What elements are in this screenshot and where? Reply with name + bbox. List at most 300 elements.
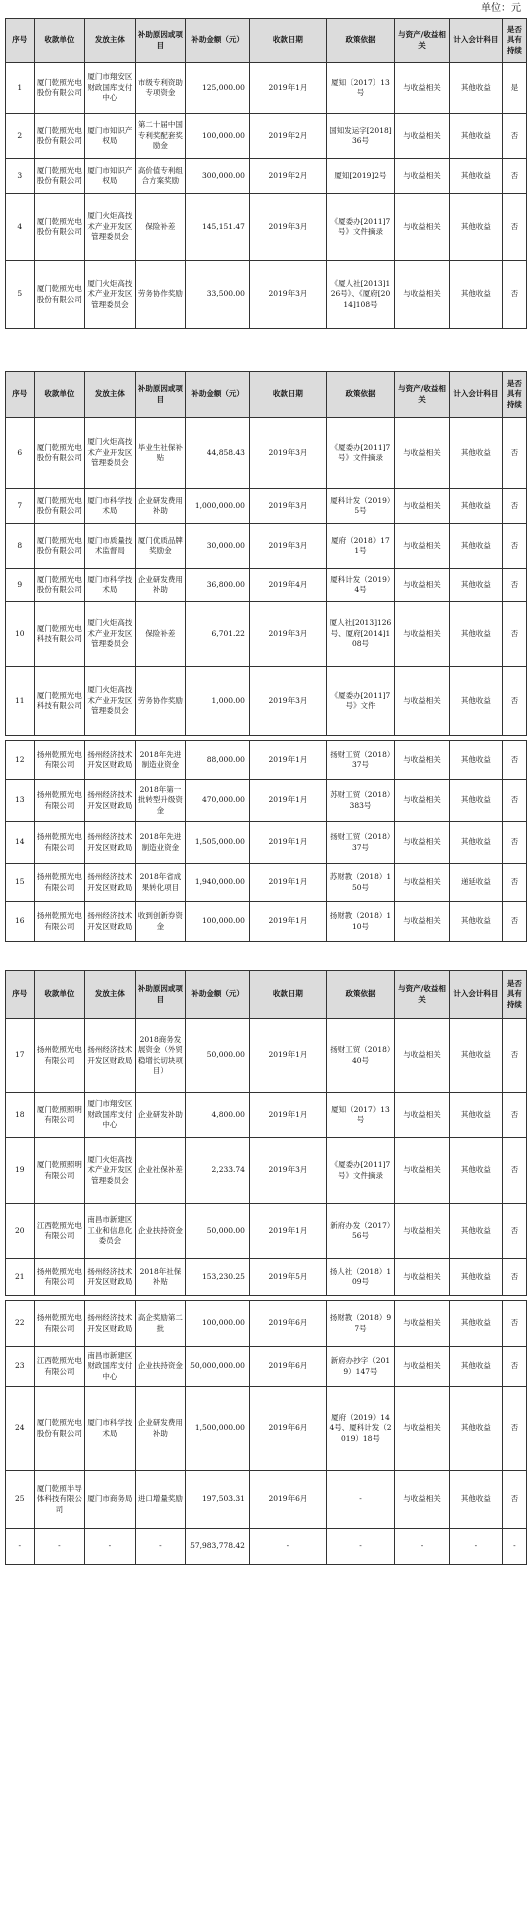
table-cell: 2019年3月 [249, 1138, 326, 1204]
table-cell: 厦门火炬高技术产业开发区管理委员会 [85, 418, 136, 489]
table-cell: 与收益相关 [395, 780, 450, 822]
table-cell: 2018年社保补贴 [135, 1259, 186, 1296]
table-cell: 江西乾照光电有限公司 [34, 1204, 85, 1259]
table-cell: 厦门市翔安区财政国库支付中心 [85, 1093, 136, 1138]
table-cell: 南昌市新建区财政国库支付中心 [85, 1347, 136, 1387]
column-header: 补助原因或项目 [135, 372, 186, 418]
table-cell: 24 [6, 1387, 35, 1471]
table-cell: 其他收益 [449, 1387, 502, 1471]
table-cell: 其他收益 [449, 1138, 502, 1204]
table-cell: 2019年6月 [249, 1301, 326, 1347]
table-cell: 与收益相关 [395, 489, 450, 524]
table-cell: 扬州经济技术开发区财政局 [85, 1301, 136, 1347]
table-cell: 4 [6, 194, 35, 261]
table-cell: 125,000.00 [186, 63, 250, 114]
column-header: 收款日期 [249, 372, 326, 418]
column-header: 收款单位 [34, 372, 85, 418]
table-cell: 其他收益 [449, 418, 502, 489]
table-cell: 厦门市科学技术局 [85, 489, 136, 524]
table-cell: 2019年3月 [249, 489, 326, 524]
table-cell: 否 [502, 1301, 526, 1347]
column-header: 收款日期 [249, 971, 326, 1019]
table-cell: 21 [6, 1259, 35, 1296]
table-cell: 其他收益 [449, 159, 502, 194]
table-cell: 其他收益 [449, 569, 502, 602]
column-header: 序号 [6, 19, 35, 63]
table-cell: 国知发运字[2018]36号 [326, 114, 394, 159]
table-cell: 与收益相关 [395, 261, 450, 329]
table-cell: 厦门乾照半导体科技有限公司 [34, 1471, 85, 1529]
table-cell: 企业研发补助 [135, 1093, 186, 1138]
table-cell: 否 [502, 1138, 526, 1204]
table-cell: 其他收益 [449, 1471, 502, 1529]
table-cell: 2019年1月 [249, 864, 326, 902]
column-header: 发放主体 [85, 971, 136, 1019]
table-cell: 厦门乾照光电股份有限公司 [34, 63, 85, 114]
table-cell: 其他收益 [449, 194, 502, 261]
table-cell: 进口增量奖励 [135, 1471, 186, 1529]
table-cell: 2019年3月 [249, 261, 326, 329]
table-row [6, 1019, 527, 1093]
subsidy-table-segment [5, 740, 527, 942]
table-row [6, 569, 527, 602]
table-cell: 否 [502, 1019, 526, 1093]
table-cell: 收到创新券资金 [135, 902, 186, 942]
table-cell: 19 [6, 1138, 35, 1204]
column-header: 与资产/收益相关 [395, 372, 450, 418]
table-cell: 厦人社[2013]126号、厦府[2014]108号 [326, 602, 394, 667]
column-header: 补助金额（元） [186, 19, 250, 63]
table-cell: 2019年1月 [249, 63, 326, 114]
table-cell: 否 [502, 194, 526, 261]
table-cell: 与收益相关 [395, 1138, 450, 1204]
table-cell: 否 [502, 1387, 526, 1471]
table-cell: 扬州乾照光电有限公司 [34, 822, 85, 864]
column-header: 是否具有持续 [502, 372, 526, 418]
table-cell: 是 [502, 63, 526, 114]
table-cell: 300,000.00 [186, 159, 250, 194]
table-cell: 市级专利资助专项资金 [135, 63, 186, 114]
table-cell: 《厦人社[2013]126号》、《厦府[2014]108号 [326, 261, 394, 329]
table-cell: 扬财教（2018）110号 [326, 902, 394, 942]
table-cell: 17 [6, 1019, 35, 1093]
table-cell: 厦府（2019）144号、厦科计发（2019）18号 [326, 1387, 394, 1471]
table-cell: 毕业生社保补贴 [135, 418, 186, 489]
table-cell: 与收益相关 [395, 602, 450, 667]
table-cell: 与收益相关 [395, 159, 450, 194]
table-cell: 153,230.25 [186, 1259, 250, 1296]
table-cell: 与收益相关 [395, 1259, 450, 1296]
table-cell: 与收益相关 [395, 667, 450, 736]
table-cell: - [34, 1529, 85, 1565]
table-header-row [6, 19, 527, 63]
table-row [6, 780, 527, 822]
table-cell: 与收益相关 [395, 524, 450, 569]
table-cell: 与收益相关 [395, 1093, 450, 1138]
column-header: 计入会计科目 [449, 971, 502, 1019]
table-cell: 1 [6, 63, 35, 114]
table-cell: 其他收益 [449, 63, 502, 114]
table-cell: 否 [502, 489, 526, 524]
table-cell: 厦门乾照光电科技有限公司 [34, 602, 85, 667]
table-cell: 厦门火炬高技术产业开发区管理委员会 [85, 261, 136, 329]
table-cell: 2019年3月 [249, 602, 326, 667]
table-cell: 其他收益 [449, 1301, 502, 1347]
table-cell: 厦府（2018）171号 [326, 524, 394, 569]
table-cell: 厦门乾照光电股份有限公司 [34, 194, 85, 261]
table-cell: 1,940,000.00 [186, 864, 250, 902]
table-cell: 6,701.22 [186, 602, 250, 667]
table-cell: 9 [6, 569, 35, 602]
table-cell: 否 [502, 159, 526, 194]
table-row [6, 524, 527, 569]
table-cell: 扬州经济技术开发区财政局 [85, 741, 136, 780]
table-row [6, 63, 527, 114]
table-row [6, 1301, 527, 1347]
table-cell: 其他收益 [449, 489, 502, 524]
table-cell: 470,000.00 [186, 780, 250, 822]
table-cell: - [326, 1529, 394, 1565]
table-row [6, 864, 527, 902]
table-cell: 其他收益 [449, 1204, 502, 1259]
table-cell: 否 [502, 780, 526, 822]
table-cell: 2019年6月 [249, 1347, 326, 1387]
table-cell: 否 [502, 1204, 526, 1259]
column-header: 政策依据 [326, 971, 394, 1019]
table-cell: 2019年3月 [249, 418, 326, 489]
table-cell: 33,500.00 [186, 261, 250, 329]
table-cell: 厦门乾照光电股份有限公司 [34, 114, 85, 159]
table-cell: 其他收益 [449, 261, 502, 329]
subsidy-table-segment [5, 1300, 527, 1565]
table-cell: 扬州经济技术开发区财政局 [85, 822, 136, 864]
table-cell: 2019年3月 [249, 667, 326, 736]
table-cell: 扬州经济技术开发区财政局 [85, 780, 136, 822]
table-cell: 30,000.00 [186, 524, 250, 569]
table-cell: 扬州经济技术开发区财政局 [85, 1019, 136, 1093]
table-cell: - [449, 1529, 502, 1565]
table-cell: 否 [502, 261, 526, 329]
column-header: 收款日期 [249, 19, 326, 63]
table-cell: 扬财教（2018）97号 [326, 1301, 394, 1347]
table-header-row [6, 372, 527, 418]
table-cell: - [135, 1529, 186, 1565]
table-cell: 100,000.00 [186, 1301, 250, 1347]
table-row [6, 489, 527, 524]
table-cell: 其他收益 [449, 1347, 502, 1387]
table-cell: 否 [502, 1471, 526, 1529]
table-row [6, 1529, 527, 1565]
table-cell: 50,000,000.00 [186, 1347, 250, 1387]
table-cell: - [502, 1529, 526, 1565]
table-cell: - [6, 1529, 35, 1565]
table-cell: 100,000.00 [186, 114, 250, 159]
table-cell: 厦门火炬高技术产业开发区管理委员会 [85, 667, 136, 736]
table-row [6, 114, 527, 159]
table-row [6, 1259, 527, 1296]
table-cell: 厦科计发（2019）4号 [326, 569, 394, 602]
table-cell: 企业研发费用补助 [135, 1387, 186, 1471]
table-cell: 与收益相关 [395, 1387, 450, 1471]
table-cell: 第二十届中国专利奖配套奖励金 [135, 114, 186, 159]
subsidy-table-segment [5, 18, 527, 329]
table-row [6, 1387, 527, 1471]
table-header-row [6, 971, 527, 1019]
table-cell: 与收益相关 [395, 569, 450, 602]
table-cell: 企业社保补差 [135, 1138, 186, 1204]
table-row [6, 1471, 527, 1529]
table-cell: 其他收益 [449, 1093, 502, 1138]
table-cell: 2019年6月 [249, 1387, 326, 1471]
table-cell: 苏财工贸（2018）383号 [326, 780, 394, 822]
table-cell: 厦门乾照光电股份有限公司 [34, 261, 85, 329]
table-cell: 与收益相关 [395, 864, 450, 902]
column-header: 收款单位 [34, 971, 85, 1019]
table-cell: 劳务协作奖励 [135, 261, 186, 329]
table-cell: 厦门市商务局 [85, 1471, 136, 1529]
table-cell: 2019年3月 [249, 524, 326, 569]
table-cell: 3 [6, 159, 35, 194]
table-cell: 2019年1月 [249, 902, 326, 942]
table-cell: 厦门乾照照明有限公司 [34, 1138, 85, 1204]
table-cell: 50,000.00 [186, 1204, 250, 1259]
table-cell: 保险补差 [135, 602, 186, 667]
column-header: 与资产/收益相关 [395, 19, 450, 63]
table-cell: 扬州乾照光电有限公司 [34, 1019, 85, 1093]
table-cell: 15 [6, 864, 35, 902]
table-cell: 与收益相关 [395, 418, 450, 489]
table-cell: 其他收益 [449, 524, 502, 569]
table-cell: 其他收益 [449, 1259, 502, 1296]
table-cell: 否 [502, 524, 526, 569]
column-header: 计入会计科目 [449, 372, 502, 418]
table-cell: 2019年2月 [249, 114, 326, 159]
table-cell: 2019年1月 [249, 780, 326, 822]
table-cell: 23 [6, 1347, 35, 1387]
table-cell: 其他收益 [449, 780, 502, 822]
table-cell: 江西乾照光电有限公司 [34, 1347, 85, 1387]
table-cell: 保险补差 [135, 194, 186, 261]
table-cell: 1,000,000.00 [186, 489, 250, 524]
table-cell: - [85, 1529, 136, 1565]
table-row [6, 667, 527, 736]
table-row [6, 159, 527, 194]
table-cell: 否 [502, 667, 526, 736]
table-cell: 4,800.00 [186, 1093, 250, 1138]
table-cell: 厦门市科学技术局 [85, 1387, 136, 1471]
table-cell: 其他收益 [449, 602, 502, 667]
table-cell: 与收益相关 [395, 741, 450, 780]
table-cell: 否 [502, 418, 526, 489]
table-cell: 与收益相关 [395, 63, 450, 114]
table-cell: 扬州乾照光电有限公司 [34, 864, 85, 902]
table-cell: 与收益相关 [395, 1204, 450, 1259]
table-cell: 扬州经济技术开发区财政局 [85, 864, 136, 902]
table-cell: 《厦委办[2011]7号》文件摘录 [326, 194, 394, 261]
table-cell: 100,000.00 [186, 902, 250, 942]
table-cell: 5 [6, 261, 35, 329]
table-row [6, 1138, 527, 1204]
table-cell: 厦门乾照照明有限公司 [34, 1093, 85, 1138]
table-row [6, 1204, 527, 1259]
table-row [6, 902, 527, 942]
column-header: 补助金额（元） [186, 372, 250, 418]
table-cell: 否 [502, 1093, 526, 1138]
table-cell: 2018年先进制造业资金 [135, 822, 186, 864]
table-cell: 2019年1月 [249, 741, 326, 780]
table-cell: 197,503.31 [186, 1471, 250, 1529]
column-header: 收款单位 [34, 19, 85, 63]
table-cell: 扬州乾照光电有限公司 [34, 1301, 85, 1347]
subsidy-table-segment [5, 371, 527, 736]
table-cell: 25 [6, 1471, 35, 1529]
table-cell: 2018年先进制造业资金 [135, 741, 186, 780]
table-cell: 扬财工贸（2018）40号 [326, 1019, 394, 1093]
column-header: 补助原因或项目 [135, 971, 186, 1019]
table-cell: 2019年1月 [249, 1204, 326, 1259]
column-header: 政策依据 [326, 372, 394, 418]
table-cell: 88,000.00 [186, 741, 250, 780]
table-cell: 扬财工贸（2018）37号 [326, 741, 394, 780]
table-cell: 否 [502, 1259, 526, 1296]
table-cell: 6 [6, 418, 35, 489]
table-cell: 否 [502, 864, 526, 902]
table-cell: 厦门乾照光电股份有限公司 [34, 159, 85, 194]
column-header: 与资产/收益相关 [395, 971, 450, 1019]
table-cell: 22 [6, 1301, 35, 1347]
column-header: 序号 [6, 372, 35, 418]
column-header: 是否具有持续 [502, 971, 526, 1019]
table-cell: 其他收益 [449, 822, 502, 864]
table-cell: 12 [6, 741, 35, 780]
table-cell: - [249, 1529, 326, 1565]
table-cell: 2019年3月 [249, 194, 326, 261]
table-cell: 递延收益 [449, 864, 502, 902]
table-cell: 厦门优质品牌奖励金 [135, 524, 186, 569]
table-cell: 11 [6, 667, 35, 736]
table-cell: 扬州乾照光电有限公司 [34, 741, 85, 780]
table-cell: 《厦委办[2011]7号》文件摘录 [326, 418, 394, 489]
table-cell: 厦门市科学技术局 [85, 569, 136, 602]
table-cell: 厦门乾照光电股份有限公司 [34, 1387, 85, 1471]
table-cell: 与收益相关 [395, 1019, 450, 1093]
table-cell: 扬州乾照光电有限公司 [34, 1259, 85, 1296]
table-cell: 新府办抄字（2019）147号 [326, 1347, 394, 1387]
table-cell: 7 [6, 489, 35, 524]
subsidy-table-segment [5, 970, 527, 1296]
table-cell: 1,500,000.00 [186, 1387, 250, 1471]
table-cell: 其他收益 [449, 114, 502, 159]
table-cell: 13 [6, 780, 35, 822]
table-cell: 厦知（2017）13号 [326, 1093, 394, 1138]
table-cell: 2019年6月 [249, 1471, 326, 1529]
table-cell: 《厦委办[2011]7号》文件摘录 [326, 1138, 394, 1204]
table-cell: 18 [6, 1093, 35, 1138]
table-cell: 2018商务发展资金（外贸稳增长切块项目） [135, 1019, 186, 1093]
column-header: 发放主体 [85, 19, 136, 63]
table-cell: 36,800.00 [186, 569, 250, 602]
table-cell: 扬州乾照光电有限公司 [34, 780, 85, 822]
table-row [6, 1347, 527, 1387]
table-cell: 厦门市知识产权局 [85, 114, 136, 159]
table-row [6, 261, 527, 329]
table-cell: 扬州乾照光电有限公司 [34, 902, 85, 942]
table-cell: 《厦委办[2011]7号》文件 [326, 667, 394, 736]
table-cell: 南昌市新建区工业和信息化委员会 [85, 1204, 136, 1259]
table-cell: 否 [502, 822, 526, 864]
table-row [6, 741, 527, 780]
table-cell: 2019年1月 [249, 1093, 326, 1138]
table-cell: 与收益相关 [395, 114, 450, 159]
table-cell: 其他收益 [449, 1019, 502, 1093]
table-cell: 与收益相关 [395, 1471, 450, 1529]
table-cell: 否 [502, 602, 526, 667]
table-cell: 扬州经济技术开发区财政局 [85, 1259, 136, 1296]
table-cell: 2019年4月 [249, 569, 326, 602]
column-header: 补助原因或项目 [135, 19, 186, 63]
table-cell: 厦门乾照光电股份有限公司 [34, 418, 85, 489]
table-cell: 否 [502, 1347, 526, 1387]
table-cell: 2 [6, 114, 35, 159]
table-cell: 与收益相关 [395, 1301, 450, 1347]
table-cell: 8 [6, 524, 35, 569]
table-row [6, 822, 527, 864]
table-cell: 否 [502, 114, 526, 159]
table-cell: 扬人社（2018）109号 [326, 1259, 394, 1296]
table-cell: 企业研发费用补助 [135, 489, 186, 524]
table-cell: 否 [502, 902, 526, 942]
table-cell: 扬财工贸（2018）37号 [326, 822, 394, 864]
table-cell: 2019年1月 [249, 1019, 326, 1093]
table-cell: 厦科计发（2019）5号 [326, 489, 394, 524]
table-cell: 14 [6, 822, 35, 864]
column-header: 发放主体 [85, 372, 136, 418]
table-cell: 44,858.43 [186, 418, 250, 489]
table-cell: 否 [502, 569, 526, 602]
column-header: 补助金额（元） [186, 971, 250, 1019]
table-cell: 厦门乾照光电股份有限公司 [34, 524, 85, 569]
table-cell: 1,000.00 [186, 667, 250, 736]
table-cell: 20 [6, 1204, 35, 1259]
table-cell: 与收益相关 [395, 902, 450, 942]
table-cell: 厦门乾照光电科技有限公司 [34, 667, 85, 736]
column-header: 计入会计科目 [449, 19, 502, 63]
table-cell: 2019年2月 [249, 159, 326, 194]
table-cell: 与收益相关 [395, 194, 450, 261]
table-cell: 高企奖励第二批 [135, 1301, 186, 1347]
table-cell: 其他收益 [449, 902, 502, 942]
table-row [6, 194, 527, 261]
table-cell: - [326, 1471, 394, 1529]
table-cell: 16 [6, 902, 35, 942]
table-cell: 厦门乾照光电股份有限公司 [34, 569, 85, 602]
table-cell: 厦门火炬高技术产业开发区管理委员会 [85, 602, 136, 667]
table-cell: 企业扶持资金 [135, 1347, 186, 1387]
table-row [6, 418, 527, 489]
table-row [6, 602, 527, 667]
table-cell: 与收益相关 [395, 822, 450, 864]
table-cell: 厦门火炬高技术产业开发区管理委员会 [85, 194, 136, 261]
table-cell: 厦门火炬高技术产业开发区管理委员会 [85, 1138, 136, 1204]
table-cell: 2019年1月 [249, 822, 326, 864]
table-cell: 劳务协作奖励 [135, 667, 186, 736]
table-cell: 否 [502, 741, 526, 780]
table-cell: 企业研发费用补助 [135, 569, 186, 602]
table-cell: 2019年5月 [249, 1259, 326, 1296]
table-cell: 厦知〔2017〕13号 [326, 63, 394, 114]
table-cell: 企业扶持资金 [135, 1204, 186, 1259]
table-cell: 57,983,778.42 [186, 1529, 250, 1565]
